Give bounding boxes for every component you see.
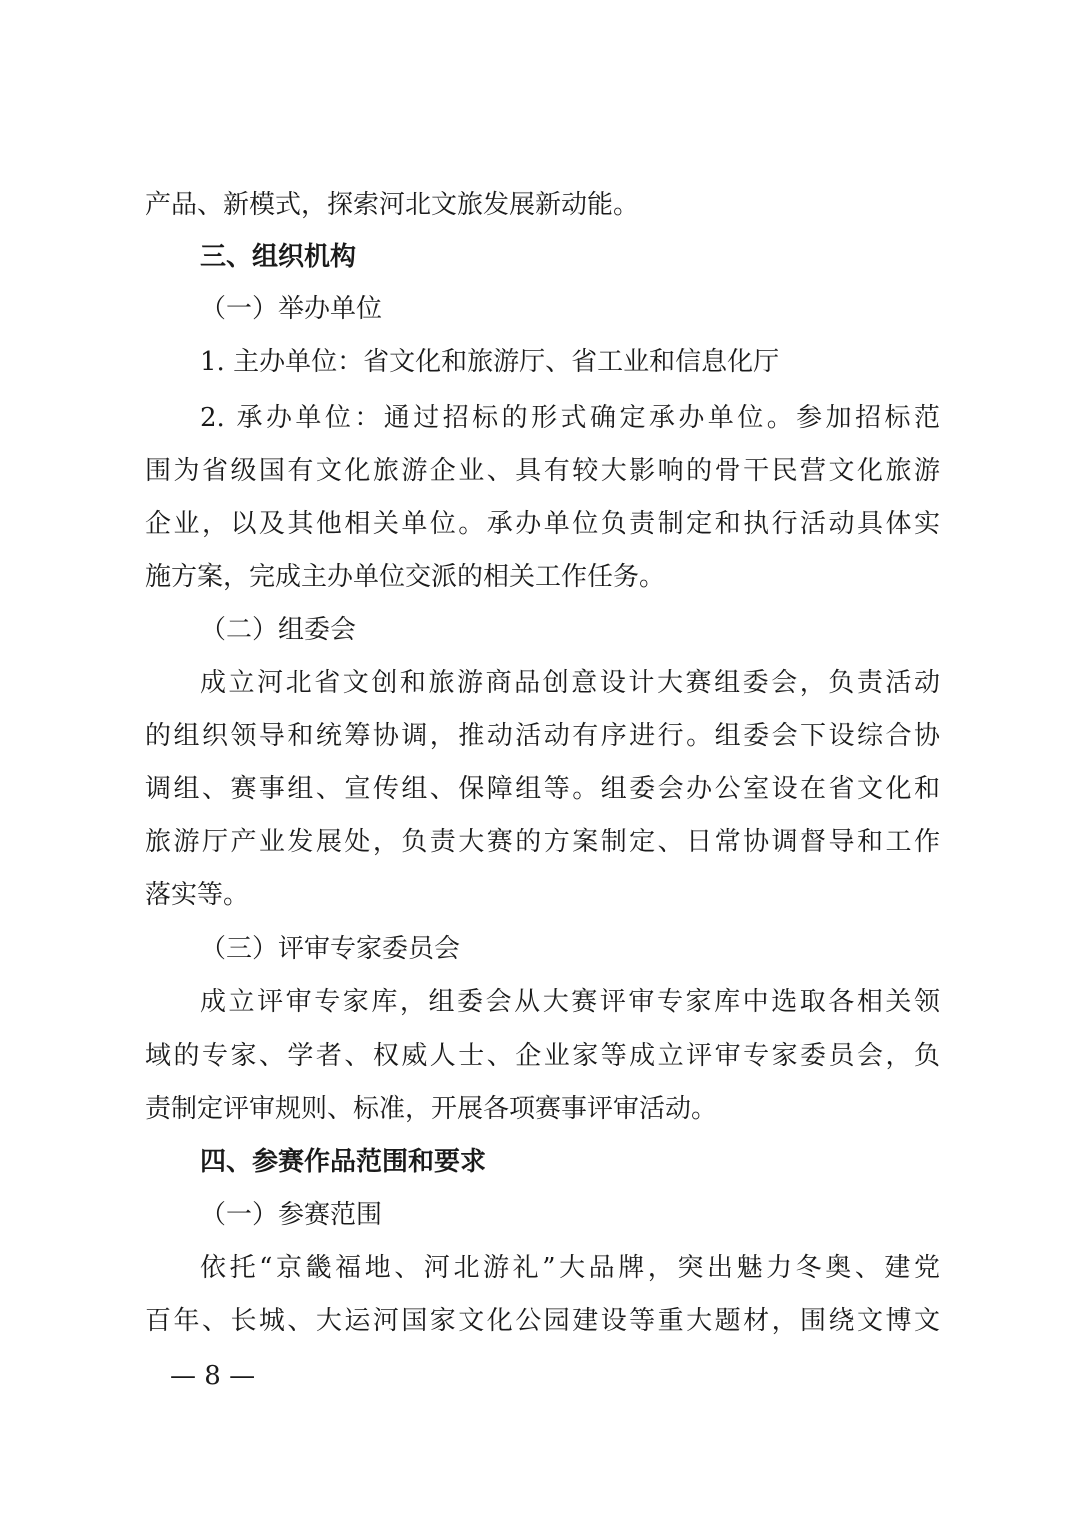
paragraph-line: 调组、赛事组、宣传组、保障组等。组委会办公室设在省文化和	[145, 774, 940, 804]
subsection-heading: （三）评审专家委员会	[200, 934, 461, 964]
paragraph-line: 责制定评审规则、标准，开展各项赛事评审活动。	[145, 1094, 718, 1124]
section-heading: 三、组织机构	[200, 242, 357, 272]
paragraph-line: 成立评审专家库，组委会从大赛评审专家库中选取各相关领	[200, 987, 940, 1017]
paragraph-line: 旅游厅产业发展处，负责大赛的方案制定、日常协调督导和工作	[145, 827, 940, 857]
paragraph-line: 1. 主办单位：省文化和旅游厅、省工业和信息化厅	[200, 347, 780, 377]
paragraph-line: 依托“京畿福地、河北游礼”大品牌，突出魅力冬奥、建党	[200, 1253, 940, 1283]
subsection-heading: （一）参赛范围	[200, 1200, 383, 1230]
paragraph-line: 施方案，完成主办单位交派的相关工作任务。	[145, 562, 666, 592]
paragraph-line: 企业，以及其他相关单位。承办单位负责制定和执行活动具体实	[145, 509, 940, 539]
paragraph-line: 产品、新模式，探索河北文旅发展新动能。	[145, 190, 640, 220]
paragraph-line: 落实等。	[145, 880, 250, 910]
paragraph-line: 2. 承办单位：通过招标的形式确定承办单位。参加招标范	[200, 403, 940, 433]
paragraph-line: 域的专家、学者、权威人士、企业家等成立评审专家委员会，负	[145, 1041, 940, 1071]
section-heading: 四、参赛作品范围和要求	[200, 1147, 487, 1177]
paragraph-line: 百年、长城、大运河国家文化公园建设等重大题材，围绕文博文	[145, 1306, 940, 1336]
paragraph-line: 的组织领导和统筹协调，推动活动有序进行。组委会下设综合协	[145, 721, 940, 751]
subsection-heading: （二）组委会	[200, 615, 357, 645]
paragraph-line: 围为省级国有文化旅游企业、具有较大影响的骨干民营文化旅游	[145, 456, 940, 486]
subsection-heading: （一）举办单位	[200, 294, 383, 324]
paragraph-line: 成立河北省文创和旅游商品创意设计大赛组委会，负责活动	[200, 668, 940, 698]
page-number: — 8 —	[170, 1361, 256, 1391]
